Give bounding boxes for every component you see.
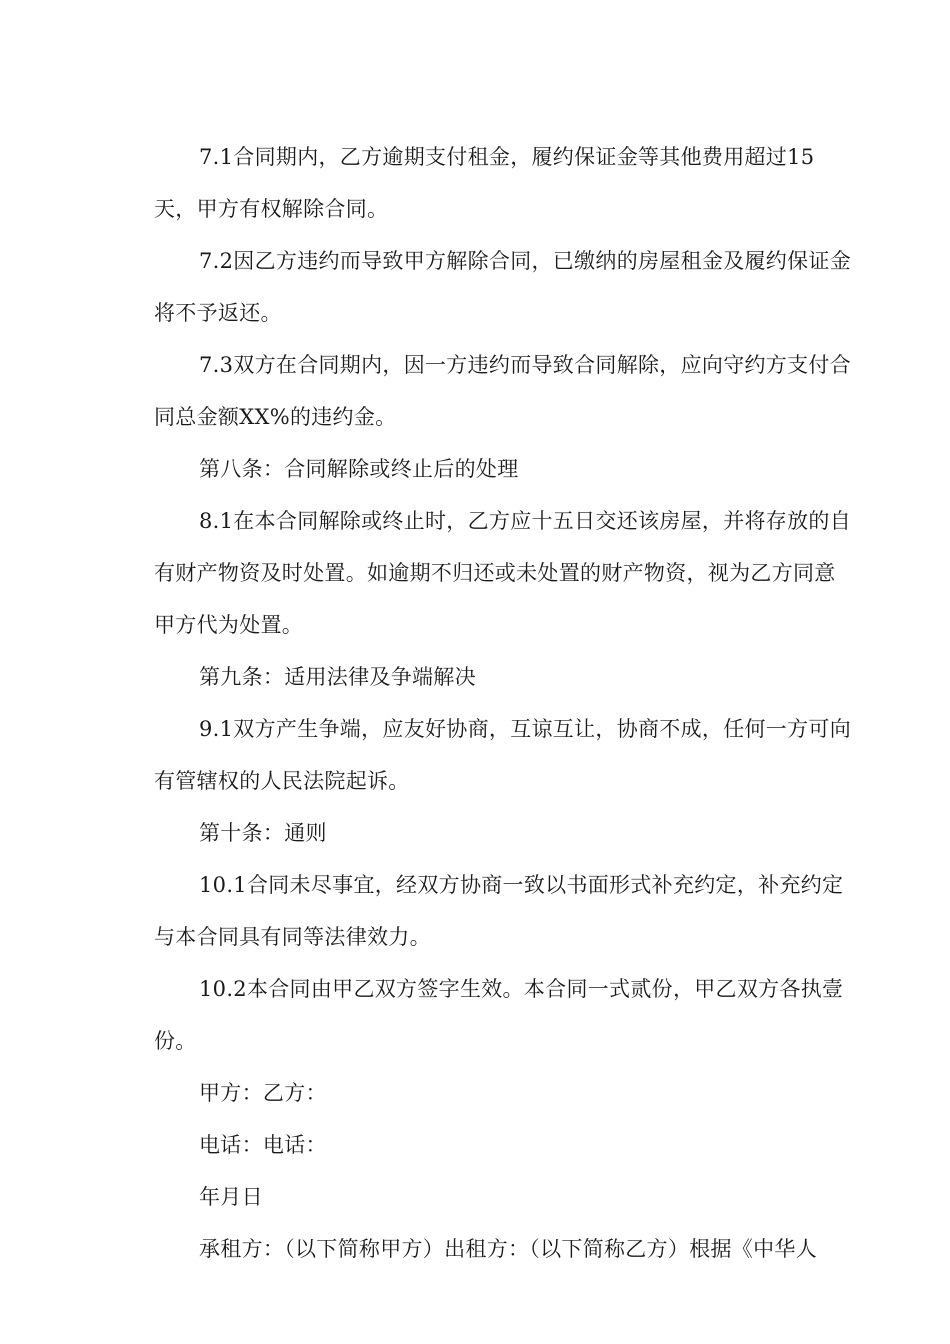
clause-8-1 — [109, 495, 851, 651]
clause-10-2 — [109, 963, 844, 1067]
next-contract-intro — [109, 1223, 841, 1275]
contract-text — [109, 131, 851, 1275]
text-line: 同总金额XX%的违约金。 — [154, 405, 397, 429]
signature-parties — [109, 1067, 841, 1119]
text-line: 份。 — [154, 1029, 197, 1053]
article-9-heading — [109, 651, 841, 703]
text-line: 电话：电话： — [199, 1133, 327, 1157]
signature-date — [109, 1171, 841, 1223]
section-heading: 第十条：通则 — [199, 821, 327, 845]
text-line: 承租方：（以下简称甲方）出租方：（以下简称乙方）根据《中华人 — [199, 1237, 817, 1261]
text-line: 10.2本合同由甲乙双方签字生效。本合同一式贰份，甲乙双方各执壹 — [199, 977, 844, 1001]
clause-7-1 — [109, 131, 841, 235]
text-line: 7.1合同期内，乙方逾期支付租金，履约保证金等其他费用超过15 — [199, 145, 815, 169]
text-line: 10.1合同未尽事宜，经双方协商一致以书面形式补充约定，补充约定 — [199, 873, 844, 897]
clause-7-2 — [109, 235, 851, 339]
clause-9-1 — [109, 703, 851, 807]
article-8-heading — [109, 443, 841, 495]
article-10-heading — [109, 807, 841, 859]
clause-10-1 — [109, 859, 844, 963]
text-line: 有管辖权的人民法院起诉。 — [154, 769, 410, 793]
section-heading: 第八条：合同解除或终止后的处理 — [199, 457, 519, 481]
text-line: 甲方代为处置。 — [154, 613, 304, 637]
text-line: 7.3双方在合同期内，因一方违约而导致合同解除，应向守约方支付合 — [199, 353, 851, 377]
text-line: 7.2因乙方违约而导致甲方解除合同，已缴纳的房屋租金及履约保证金 — [199, 249, 851, 273]
section-heading: 第九条：适用法律及争端解决 — [199, 665, 476, 689]
text-line: 与本合同具有同等法律效力。 — [154, 925, 431, 949]
text-line: 8.1在本合同解除或终止时，乙方应十五日交还该房屋，并将存放的自 — [199, 509, 851, 533]
signature-phones — [109, 1119, 841, 1171]
text-line: 将不予返还。 — [154, 301, 282, 325]
text-line: 9.1双方产生争端，应友好协商，互谅互让，协商不成，任何一方可向 — [199, 717, 851, 741]
clause-7-3 — [109, 339, 851, 443]
text-line: 年月日 — [199, 1185, 263, 1209]
text-line: 甲方：乙方： — [199, 1081, 327, 1105]
text-line: 天，甲方有权解除合同。 — [154, 197, 389, 221]
text-line: 有财产物资及时处置。如逾期不归还或未处置的财产物资，视为乙方同意 — [154, 561, 836, 585]
